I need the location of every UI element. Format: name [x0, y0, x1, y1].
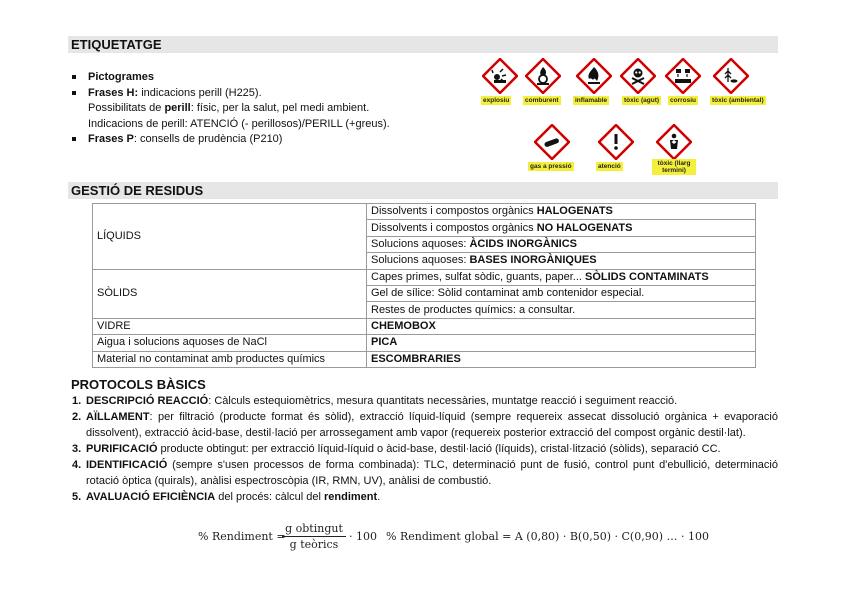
- cell-text: Gel de sílice: Sòlid contaminat amb contenidor especial.: [371, 287, 645, 300]
- section-header-etiquetatge: ETIQUETATGE: [68, 36, 778, 53]
- item-text: (sempre s'usen processos de forma combinada): TLC, determinació punt de fusió, control punt d'ebullició, determinació rotació òptica (quirals), anàlisi espectroscòpia (IR, RMN, UV), anàlisi de combustió.: [86, 459, 778, 487]
- pictogram-label: atenció: [598, 163, 621, 170]
- sub-item: [72, 101, 472, 117]
- bullet-icon: [72, 137, 76, 141]
- formula-fraction: [282, 521, 346, 552]
- list-item: [72, 409, 778, 441]
- table-cell: [367, 204, 756, 220]
- formula-global: % Rendiment global = A (0,80) · B(0,50) · C(0,90) … · 100: [386, 530, 709, 543]
- pictogram-label: explosiu: [483, 97, 510, 104]
- table-cell: [367, 220, 756, 236]
- table-cell: [367, 302, 756, 318]
- cell-text: Solucions aquoses:: [371, 237, 470, 250]
- section-header-gestio: GESTIÓ DE RESIDUS: [68, 182, 778, 199]
- list-item: [72, 441, 778, 457]
- sub-text: Possibilitats de: [88, 102, 165, 114]
- cell-text: Capes primes, sulfat sòdic, guants, paper...: [371, 270, 586, 283]
- cell-bold: NO HALOGENATS: [536, 221, 633, 234]
- category-liquids: LÍQUIDS: [93, 204, 367, 270]
- health-hazard-icon: [656, 124, 692, 160]
- cell-bold: ÀCIDS INORGÀNICS: [469, 237, 578, 250]
- cell-text: Dissolvents i compostos orgànics: [371, 221, 537, 234]
- table-row: [93, 351, 756, 367]
- item-text: : consells de prudència (P210): [133, 133, 283, 145]
- item-number: 2.: [72, 411, 82, 423]
- item-number: 3.: [72, 443, 82, 455]
- item-bold: rendiment: [324, 491, 378, 503]
- table-cell: [367, 351, 756, 367]
- list-item: [72, 457, 778, 489]
- sub-text: : físic, per la salut, pel medi ambient.: [190, 102, 370, 114]
- waste-table: [92, 203, 756, 368]
- table-row: [93, 204, 756, 220]
- bullet-icon: [72, 75, 76, 79]
- formula-multiplier: · 100: [349, 530, 377, 543]
- cell-text: Restes de productes químics: a consultar.: [371, 303, 576, 316]
- table-cell: [367, 253, 756, 269]
- explosion-icon: [482, 58, 518, 94]
- cell-bold: ESCOMBRARIES: [371, 352, 461, 365]
- table-cell: [367, 318, 756, 334]
- category-cell: VIDRE: [93, 318, 367, 334]
- table-cell: [367, 269, 756, 285]
- item-title: IDENTIFICACIÓ: [86, 459, 168, 471]
- category-cell: Material no contaminat amb productes químics: [93, 351, 367, 367]
- pictogram-label: [652, 159, 696, 175]
- formula-numerator: g obtingut: [282, 521, 346, 537]
- protocols-list: [72, 393, 778, 505]
- pictogram-label-text: tòxic (llarg termini): [657, 160, 691, 174]
- item-text: producte obtingut: per extracció líquid-líquid o àcid-base, destil·lació (líquids), cristal·lització (sòlids), separació CC.: [157, 443, 721, 455]
- pictogram-label: inflamable: [575, 97, 608, 104]
- yield-formula: [196, 521, 716, 555]
- bullet-icon: [72, 91, 76, 95]
- list-item: [72, 70, 472, 86]
- list-item: [72, 86, 472, 102]
- item-number: 4.: [72, 459, 82, 471]
- table-row: [93, 318, 756, 334]
- list-item: [72, 393, 778, 409]
- pictogram-label: comburent: [525, 97, 559, 104]
- table-row: [93, 269, 756, 285]
- item-label: Frases H:: [88, 86, 139, 99]
- table-cell: [367, 335, 756, 351]
- item-title: DESCRIPCIÓ REACCIÓ: [86, 395, 209, 407]
- item-text: indicacions perill (H225).: [138, 86, 262, 99]
- item-text: : per filtració (producte format és sòlid), extracció líquid-líquid (sempre requereix assecat dissolució orgànica + evaporació dissolvent), extracció àcid-base, destil·lació per arrossegament amb vapor (requereix posterior extracció del compost orgànic destil·lat).: [86, 411, 778, 439]
- pictogram-label: corrosiu: [670, 97, 697, 104]
- cell-bold: PICA: [371, 336, 398, 349]
- table-cell: [367, 285, 756, 301]
- category-solids: SÒLIDS: [93, 269, 367, 318]
- item-text: : Càlculs estequiomètrics, mesura quantitats necessàries, muntatge reacció i seguiment reacció.: [208, 395, 678, 407]
- list-item: [72, 132, 472, 148]
- table-cell: [367, 236, 756, 252]
- sub-bold: perill: [164, 102, 191, 114]
- category-cell: Aigua i solucions aquoses de NaCl: [93, 335, 367, 351]
- formula-lhs: % Rendiment =: [198, 530, 286, 543]
- labeling-list: [72, 70, 472, 148]
- item-text: del procés: càlcul del: [215, 491, 324, 503]
- environment-icon: [713, 58, 749, 94]
- cell-bold: HALOGENATS: [536, 205, 613, 218]
- sub-item: [72, 117, 472, 133]
- item-title: AVALUACIÓ EFICIÈNCIA: [86, 491, 216, 503]
- pictogram-label: tòxic (ambiental): [712, 97, 764, 104]
- table-row: [93, 335, 756, 351]
- pictogram-label: gas a pressió: [530, 163, 572, 170]
- item-label: Pictogrames: [88, 71, 155, 83]
- flame-icon: [576, 58, 612, 94]
- gas-cylinder-icon: [534, 124, 570, 160]
- item-text: .: [377, 491, 381, 503]
- item-title: AÏLLAMENT: [86, 411, 150, 423]
- item-label: Frases P: [88, 133, 134, 145]
- item-number: 1.: [72, 395, 82, 407]
- corrosion-icon: [665, 58, 701, 94]
- formula-denominator: g teòrics: [289, 538, 339, 551]
- cell-bold: BASES INORGÀNIQUES: [469, 254, 597, 267]
- list-item: [72, 489, 778, 505]
- item-title: PURIFICACIÓ: [86, 443, 158, 455]
- skull-icon: [620, 58, 656, 94]
- section-header-protocols: PROTOCOLS BÀSICS: [68, 376, 778, 393]
- pictogram-label: tòxic (agut): [624, 97, 660, 104]
- item-number: 5.: [72, 491, 82, 503]
- cell-text: Dissolvents i compostos orgànics: [371, 205, 537, 218]
- flame-over-circle-icon: [525, 58, 561, 94]
- sub-text: Indicacions de perill: ATENCIÓ (- perillosos)/PERILL (+greus).: [88, 117, 390, 130]
- exclamation-icon: [598, 124, 634, 160]
- cell-bold: CHEMOBOX: [371, 319, 436, 332]
- cell-bold: SÒLIDS CONTAMINATS: [585, 270, 709, 283]
- cell-text: Solucions aquoses:: [371, 254, 470, 267]
